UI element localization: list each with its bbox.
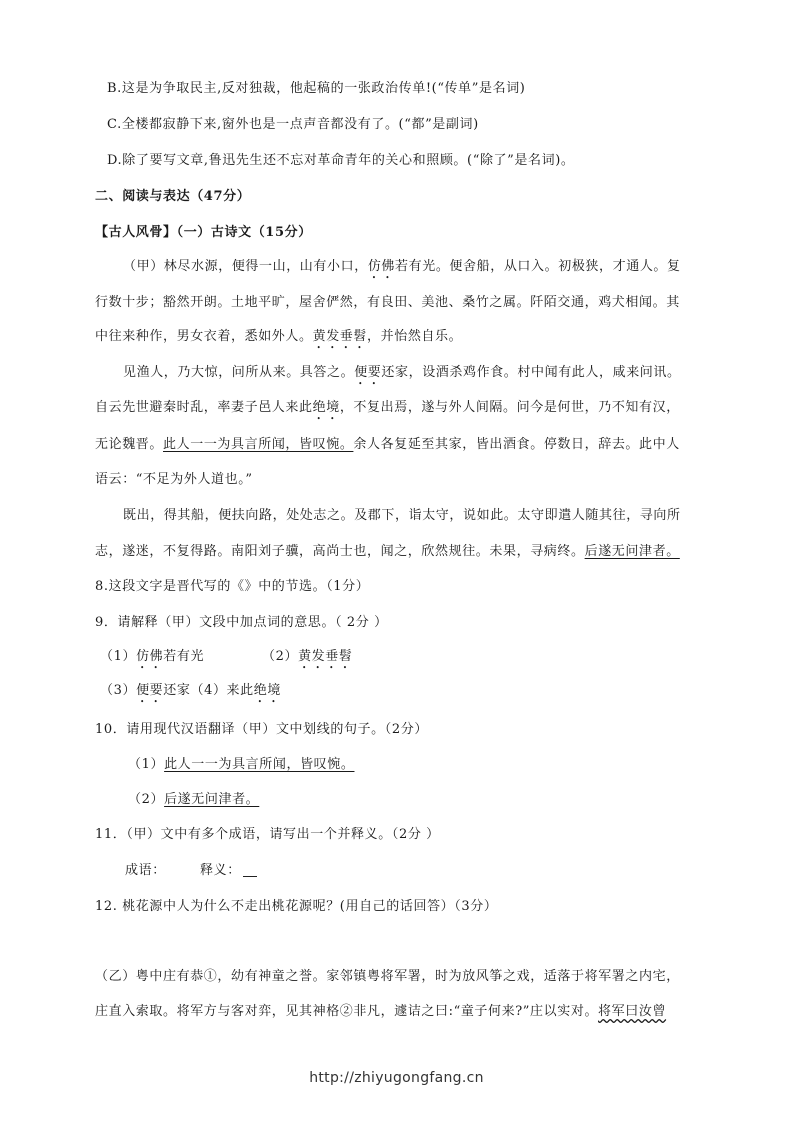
passage-b-line: （乙）粤中庄有恭①，幼有神童之誉。家邻镇粤将军署，时为放风筝之戏，适落于将军署之内宅， xyxy=(95,969,680,984)
dotted-word: 黄发垂髫 xyxy=(312,329,368,344)
question-9-item-2: （2）黄发垂髫 xyxy=(262,649,353,664)
question-8: 8.这段文字是晋代写的《》中的节选。（1分） xyxy=(95,579,370,594)
passage-a-line: 志，遂迷，不复得路。南阳刘子骥，高尚士也，闻之，欣然规往。未果，寻病终。后遂无问津者。 xyxy=(95,544,680,559)
passage-a-line: 无论魏晋。此人一一为具言所闻，皆叹惋。余人各复延至其家，皆出酒食。停数日，辞去。此中人 xyxy=(95,437,680,452)
option-c: C.全楼都寂静下来,窗外也是一点声音都没有了。(“都”是副词) xyxy=(107,117,479,132)
dotted-word: 便要 xyxy=(354,365,382,380)
passage-a-line: 自云先世避秦时乱，率妻子邑人来此绝境，不复出焉，遂与外人间隔。问今是何世，乃不知有汉， xyxy=(95,400,680,415)
answer-blank[interactable] xyxy=(243,862,257,877)
question-11-idiom-label: 成语： xyxy=(125,863,166,878)
passage-a-line: 中往来种作，男女衣着，悉如外人。黄发垂髫，并怡然自乐。 xyxy=(95,329,463,344)
dotted-word: 绝境 xyxy=(253,683,281,698)
dotted-word: 仿佛 xyxy=(367,259,396,274)
passage-a-line: （甲）林尽水源，便得一山，山有小口，仿佛若有光。便舍船，从口入。初极狭，才通人。复 xyxy=(123,259,681,274)
question-9-item-1: （1）仿佛若有光 xyxy=(100,649,205,664)
underlined-sentence: 后遂无问津者。 xyxy=(584,544,680,559)
question-10-item-2: （2）后遂无问津者。 xyxy=(128,792,260,807)
underlined-sentence: 后遂无问津者。 xyxy=(164,792,260,807)
wavy-underlined-sentence: 将军曰汝曾 xyxy=(598,1004,667,1019)
passage-a-line: 见渔人，乃大惊，问所从来。具答之。便要还家，设酒杀鸡作食。村中闻有此人，咸来问讯。 xyxy=(123,365,681,380)
footer-url[interactable]: http://zhiyugongfang.cn xyxy=(309,1070,484,1086)
passage-b-line: 庄直入索取。将军方与客对弈，见其神格②非凡，遽诘之曰:“童子何来?”庄以实对。将军曰汝曾 xyxy=(95,1004,667,1019)
question-11: 11．（甲）文中有多个成语，请写出一个并释义。（2分 ） xyxy=(95,827,440,842)
section-subheading: 【古人风骨】（一）古诗文（15分） xyxy=(95,225,312,240)
section-heading: 二、阅读与表达（47分） xyxy=(95,189,251,204)
underlined-sentence: 此人一一为具言所闻，皆叹惋。 xyxy=(163,437,354,452)
underlined-sentence: 此人一一为具言所闻，皆叹惋。 xyxy=(164,757,355,772)
option-d: D.除了要写文章,鲁迅先生还不忘对革命青年的关心和照顾。(“除了”是名词)。 xyxy=(107,153,575,168)
question-9-item-3: （3）便要还家（4）来此绝境 xyxy=(100,683,281,698)
question-12: 12. 桃花源中人为什么不走出桃花源呢？(用自己的话回答）（3分） xyxy=(95,899,498,914)
passage-a-line: 既出，得其船，便扶向路，处处志之。及郡下，诣太守，说如此。太守即遣人随其往，寻向所 xyxy=(123,508,681,523)
dotted-word: 仿佛 xyxy=(136,649,164,664)
question-9: 9．请解释（甲）文段中加点词的意思。（ 2分 ） xyxy=(95,615,388,630)
dotted-word: 绝境 xyxy=(312,400,340,415)
option-b: B.这是为争取民主,反对独裁，他起稿的一张政治传单!(“传单”是名词) xyxy=(107,81,526,96)
passage-a-line: 语云：“不足为外人道也。” xyxy=(95,472,253,487)
question-10: 10．请用现代汉语翻译（甲）文中划线的句子。（2分） xyxy=(95,722,428,737)
dotted-word: 便要 xyxy=(136,683,164,698)
passage-a-line: 行数十步；豁然开朗。土地平旷，屋舍俨然，有良田、美池、桑竹之属。阡陌交通，鸡犬相闻。其 xyxy=(95,295,680,310)
dotted-word: 黄发垂髫 xyxy=(298,649,353,664)
question-11-meaning-label: 释义： xyxy=(200,862,257,880)
question-10-item-1: （1）此人一一为具言所闻，皆叹惋。 xyxy=(128,757,355,772)
